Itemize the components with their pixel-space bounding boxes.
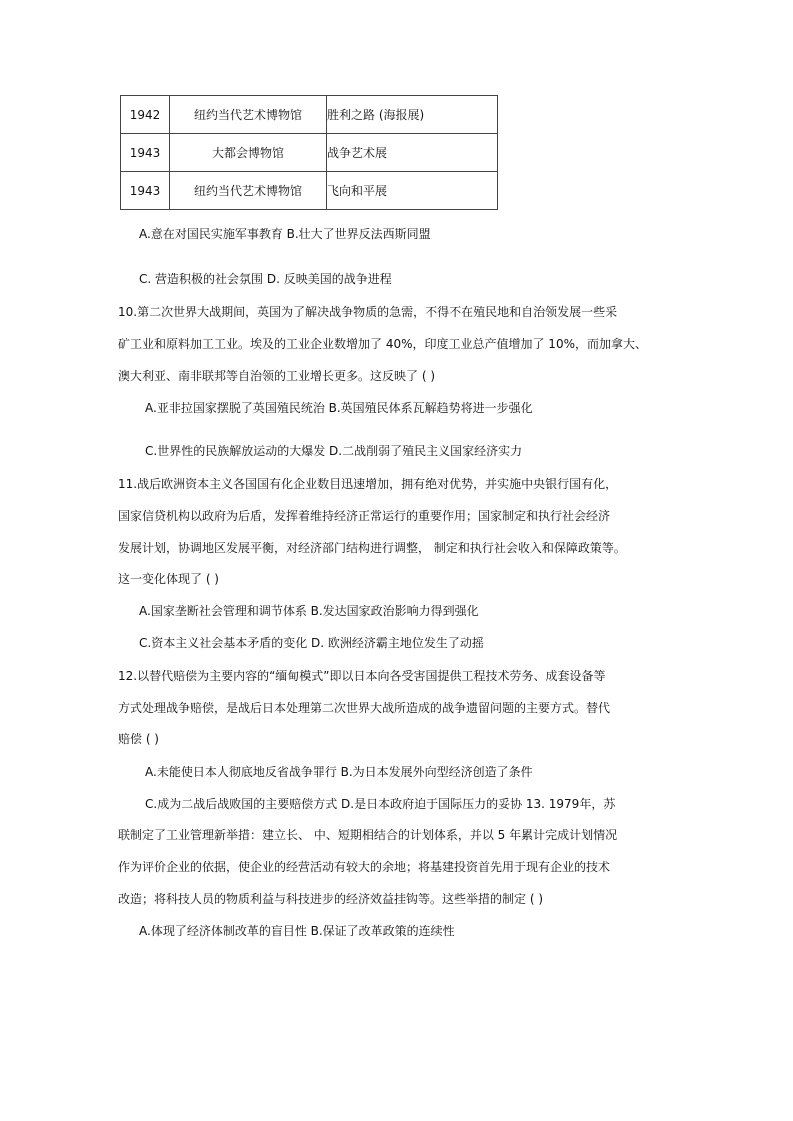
q10-option-line: C.世界性的民族解放运动的大爆发 D.二战削弱了殖民主义国家经济实力 (145, 444, 523, 458)
q12-stem-line: 12.以替代赔偿为主要内容的“缅甸模式”即以日本向各受害国提供工程技术劳务、成套设备等 (118, 669, 606, 683)
q10-stem-line: 10.第二次世界大战期间，英国为了解决战争物质的急需，不得不在殖民地和自治领发展一些采 (118, 305, 618, 319)
q13-stem-line: 改造；将科技人员的物质利益与科技进步的经济效益挂钩等。这些举措的制定 ( ) (118, 892, 543, 906)
table-row (121, 172, 498, 210)
q11-stem-line: 国家信贷机构以政府为后盾，发挥着维持经济正常运行的重要作用；国家制定和执行社会经济 (118, 509, 611, 523)
table-row (121, 96, 498, 134)
q10-stem-line: 矿工业和原料加工工业。埃及的工业企业数增加了 40%，印度工业总产值增加了 10%，而加拿大、 (118, 337, 647, 351)
q10-option-line: A.亚非拉国家摆脱了英国殖民统治 B.英国殖民体系瓦解趋势将进一步强化 (145, 401, 533, 415)
exhibition-cell: 胜利之路 (海报展) (327, 96, 498, 134)
exhibition-cell: 飞向和平展 (327, 172, 498, 210)
q9-options-cd: C. 营造积极的社会氛围 D. 反映美国的战争进程 (139, 272, 392, 286)
year-cell: 1942 (121, 96, 170, 134)
q13-stem-line: 作为评价企业的依据，使企业的经营活动有较大的余地；将基建投资首先用于现有企业的技术 (118, 860, 611, 874)
q11-stem-line: 发展计划，协调地区发展平衡，对经济部门结构进行调整， 制定和执行社会收入和保障政策等。 (118, 541, 626, 555)
venue-cell: 纽约当代艺术博物馆 (170, 96, 327, 134)
year-cell: 1943 (121, 172, 170, 210)
table-row (121, 134, 498, 172)
venue-cell: 大都会博物馆 (170, 134, 327, 172)
year-cell: 1943 (121, 134, 170, 172)
q13-stem-line: 联制定了工业管理新举措：建立长、 中、短期相结合的计划体系，并以 5 年累计完成计划情况 (118, 828, 618, 842)
q11-option-line: A.国家垄断社会管理和调节体系 B.发达国家政治影响力得到强化 (139, 604, 479, 618)
q12-option-line: A.未能使日本人彻底地反省战争罪行 B.为日本发展外向型经济创造了条件 (145, 765, 533, 779)
exhibition-cell: 战争艺术展 (327, 134, 498, 172)
venue-cell: 纽约当代艺术博物馆 (170, 172, 327, 210)
exhibition-table (120, 95, 498, 210)
q9-options-ab: A.意在对国民实施军事教育 B.壮大了世界反法西斯同盟 (139, 227, 431, 241)
q11-stem-line: 这一变化体现了 ( ) (118, 572, 219, 586)
q10-stem-line: 澳大利亚、南非联邦等自治领的工业增长更多。这反映了 ( ) (118, 369, 435, 383)
q12-stem-line: 赔偿 ( ) (118, 732, 159, 746)
q12-stem-line: 方式处理战争赔偿，是战后日本处理第二次世界大战所造成的战争遗留问题的主要方式。替代 (118, 701, 611, 715)
q11-option-line: C.资本主义社会基本矛盾的变化 D. 欧洲经济霸主地位发生了动摇 (139, 636, 484, 650)
q13-option-line: A.体现了经济体制改革的盲目性 B.保证了改革政策的连续性 (139, 924, 455, 938)
q11-stem-line: 11.战后欧洲资本主义各国国有化企业数目迅速增加，拥有绝对优势，并实施中央银行国有化， (118, 477, 618, 491)
q12-option-line: C.成为二战后战败国的主要赔偿方式 D.是日本政府迫于国际压力的妥协 13. 1979年，苏 (145, 797, 616, 811)
